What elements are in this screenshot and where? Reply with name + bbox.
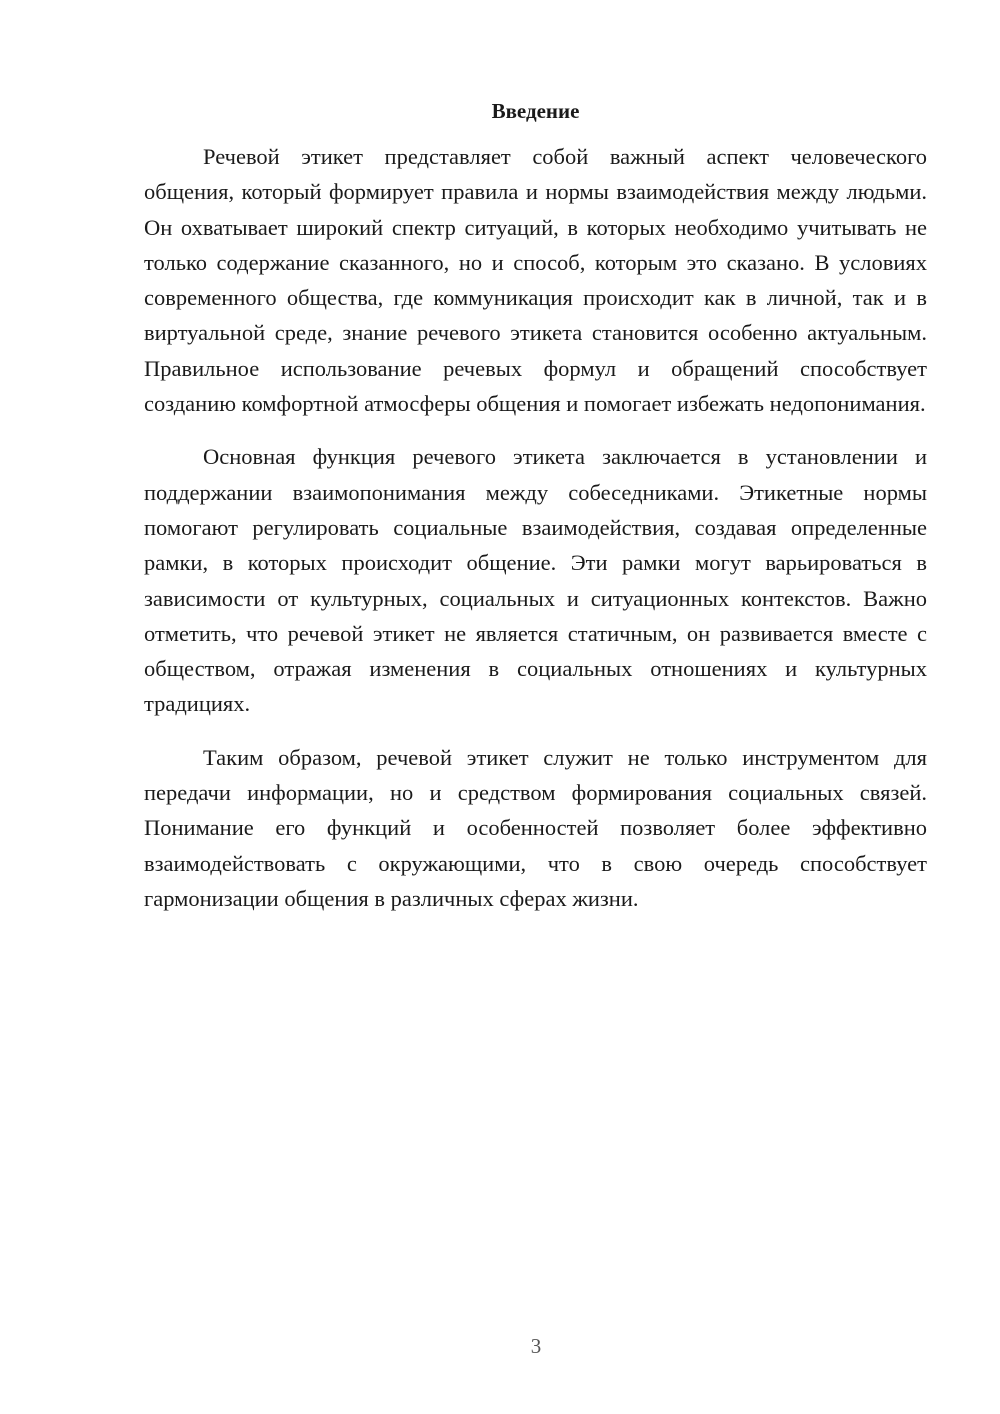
- paragraph-2: Основная функция речевого этикета заключается в установлении и поддержании взаимопонимания между собеседниками. Этикетные нормы помогают регулировать социальные взаимодействия, создавая определенные рамки, в которых происходит общение. Эти рамки могут варьироваться в зависимости от культурных, социальных и ситуационных контекстов. Важно отметить, что речевой этикет не является статичным, он развивается вместе с обществом, отражая изменения в социальных отношениях и культурных традициях.: [144, 444, 927, 717]
- paragraph-1: Речевой этикет представляет собой важный аспект человеческого общения, который формирует правила и нормы взаимодействия между людьми. Он охватывает широкий спектр ситуаций, в которых необходимо учитывать не только содержание сказанного, но и способ, которым это сказано. В условиях современного общества, где коммуникация происходит как в личной, так и в виртуальной среде, знание речевого этикета становится особенно актуальным. Правильное использование речевых формул и обращений способствует созданию комфортной атмосферы общения и помогает избежать недопонимания.: [144, 144, 927, 417]
- page-number: 3: [530, 1334, 542, 1358]
- section-heading: Введение: [491, 99, 580, 123]
- page-content: [144, 94, 927, 934]
- paragraph-3: Таким образом, речевой этикет служит не только инструментом для передачи информации, но и средством формирования социальных связей. Понимание его функций и особенностей позволяет более эффективно взаимодействовать с окружающими, что в свою очередь способствует гармонизации общения в различных сферах жизни.: [144, 744, 927, 911]
